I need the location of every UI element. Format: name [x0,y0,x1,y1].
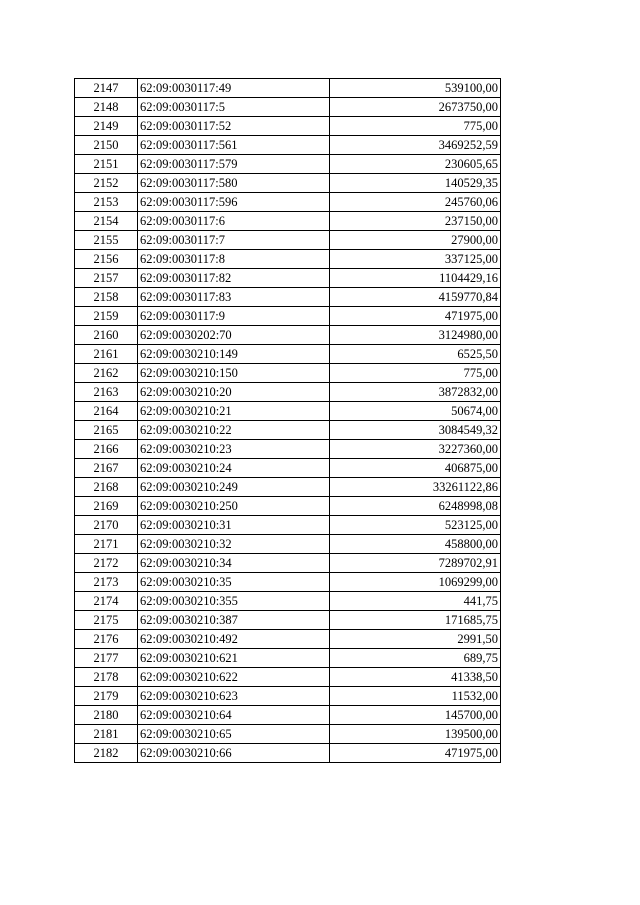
cadastral-number-cell: 62:09:0030210:32 [138,535,330,554]
table-row [75,231,501,250]
table-row [75,478,501,497]
row-number-cell: 2148 [75,98,138,117]
table-row [75,288,501,307]
cadastral-number-cell: 62:09:0030117:8 [138,250,330,269]
row-number-cell: 2160 [75,326,138,345]
row-number-cell: 2149 [75,117,138,136]
cadastral-value-cell: 539100,00 [330,79,501,98]
cadastral-value-cell: 337125,00 [330,250,501,269]
cadastral-value-cell: 775,00 [330,364,501,383]
cadastral-number-cell: 62:09:0030117:6 [138,212,330,231]
cadastral-number-cell: 62:09:0030210:355 [138,592,330,611]
table-row [75,592,501,611]
cadastral-value-cell: 27900,00 [330,231,501,250]
row-number-cell: 2155 [75,231,138,250]
row-number-cell: 2162 [75,364,138,383]
table-row [75,630,501,649]
cadastral-number-cell: 62:09:0030210:20 [138,383,330,402]
table-row [75,611,501,630]
row-number-cell: 2165 [75,421,138,440]
table-row [75,402,501,421]
row-number-cell: 2158 [75,288,138,307]
row-number-cell: 2182 [75,744,138,763]
table-row [75,535,501,554]
row-number-cell: 2159 [75,307,138,326]
table-row [75,212,501,231]
cadastral-value-cell: 11532,00 [330,687,501,706]
row-number-cell: 2151 [75,155,138,174]
cadastral-value-cell: 441,75 [330,592,501,611]
row-number-cell: 2163 [75,383,138,402]
cadastral-number-cell: 62:09:0030210:31 [138,516,330,535]
table-row [75,174,501,193]
table-body [75,79,501,763]
table-row [75,687,501,706]
cadastral-number-cell: 62:09:0030117:7 [138,231,330,250]
row-number-cell: 2147 [75,79,138,98]
cadastral-number-cell: 62:09:0030210:150 [138,364,330,383]
cadastral-value-cell: 2673750,00 [330,98,501,117]
cadastral-number-cell: 62:09:0030117:83 [138,288,330,307]
cadastral-number-cell: 62:09:0030210:623 [138,687,330,706]
cadastral-value-cell: 33261122,86 [330,478,501,497]
cadastral-value-cell: 471975,00 [330,307,501,326]
cadastral-value-cell: 689,75 [330,649,501,668]
table-row [75,326,501,345]
cadastral-number-cell: 62:09:0030210:35 [138,573,330,592]
row-number-cell: 2172 [75,554,138,573]
table-row [75,744,501,763]
cadastral-value-cell: 230605,65 [330,155,501,174]
row-number-cell: 2170 [75,516,138,535]
table-row [75,706,501,725]
row-number-cell: 2167 [75,459,138,478]
row-number-cell: 2156 [75,250,138,269]
row-number-cell: 2154 [75,212,138,231]
row-number-cell: 2150 [75,136,138,155]
cadastral-value-cell: 471975,00 [330,744,501,763]
cadastral-number-cell: 62:09:0030210:64 [138,706,330,725]
cadastral-number-cell: 62:09:0030210:34 [138,554,330,573]
row-number-cell: 2164 [75,402,138,421]
table-row [75,269,501,288]
cadastral-value-cell: 1069299,00 [330,573,501,592]
row-number-cell: 2176 [75,630,138,649]
cadastral-value-cell: 171685,75 [330,611,501,630]
cadastral-value-cell: 458800,00 [330,535,501,554]
row-number-cell: 2174 [75,592,138,611]
cadastral-number-cell: 62:09:0030210:492 [138,630,330,649]
cadastral-number-cell: 62:09:0030117:49 [138,79,330,98]
table-row [75,250,501,269]
cadastral-value-cell: 4159770,84 [330,288,501,307]
cadastral-value-cell: 2991,50 [330,630,501,649]
cadastral-value-table [74,78,501,763]
cadastral-number-cell: 62:09:0030210:387 [138,611,330,630]
row-number-cell: 2178 [75,668,138,687]
table-row [75,136,501,155]
table-row [75,725,501,744]
cadastral-number-cell: 62:09:0030210:21 [138,402,330,421]
table-row [75,421,501,440]
cadastral-number-cell: 62:09:0030210:249 [138,478,330,497]
cadastral-value-cell: 145700,00 [330,706,501,725]
cadastral-number-cell: 62:09:0030117:580 [138,174,330,193]
table-row [75,459,501,478]
table-row [75,497,501,516]
cadastral-value-cell: 523125,00 [330,516,501,535]
cadastral-number-cell: 62:09:0030210:149 [138,345,330,364]
row-number-cell: 2177 [75,649,138,668]
cadastral-number-cell: 62:09:0030117:82 [138,269,330,288]
table-row [75,649,501,668]
row-number-cell: 2181 [75,725,138,744]
cadastral-number-cell: 62:09:0030210:250 [138,497,330,516]
cadastral-number-cell: 62:09:0030210:65 [138,725,330,744]
cadastral-number-cell: 62:09:0030117:5 [138,98,330,117]
row-number-cell: 2169 [75,497,138,516]
table-row [75,155,501,174]
table-row [75,573,501,592]
table-row [75,79,501,98]
table-row [75,364,501,383]
cadastral-number-cell: 62:09:0030117:9 [138,307,330,326]
table-row [75,516,501,535]
cadastral-number-cell: 62:09:0030210:621 [138,649,330,668]
cadastral-number-cell: 62:09:0030210:22 [138,421,330,440]
cadastral-number-cell: 62:09:0030210:23 [138,440,330,459]
cadastral-value-cell: 140529,35 [330,174,501,193]
cadastral-value-cell: 6248998,08 [330,497,501,516]
cadastral-value-cell: 237150,00 [330,212,501,231]
cadastral-number-cell: 62:09:0030210:622 [138,668,330,687]
cadastral-value-cell: 3227360,00 [330,440,501,459]
cadastral-value-cell: 41338,50 [330,668,501,687]
cadastral-value-cell: 7289702,91 [330,554,501,573]
cadastral-number-cell: 62:09:0030117:579 [138,155,330,174]
table-row [75,383,501,402]
table-row [75,193,501,212]
row-number-cell: 2173 [75,573,138,592]
table-row [75,440,501,459]
row-number-cell: 2153 [75,193,138,212]
cadastral-value-cell: 3872832,00 [330,383,501,402]
cadastral-number-cell: 62:09:0030117:561 [138,136,330,155]
row-number-cell: 2171 [75,535,138,554]
table-row [75,98,501,117]
cadastral-value-cell: 775,00 [330,117,501,136]
cadastral-value-cell: 50674,00 [330,402,501,421]
row-number-cell: 2168 [75,478,138,497]
cadastral-value-cell: 1104429,16 [330,269,501,288]
row-number-cell: 2152 [75,174,138,193]
cadastral-number-cell: 62:09:0030117:52 [138,117,330,136]
cadastral-value-cell: 139500,00 [330,725,501,744]
row-number-cell: 2157 [75,269,138,288]
row-number-cell: 2161 [75,345,138,364]
cadastral-value-cell: 406875,00 [330,459,501,478]
cadastral-value-cell: 6525,50 [330,345,501,364]
table-row [75,117,501,136]
cadastral-number-cell: 62:09:0030202:70 [138,326,330,345]
cadastral-value-cell: 3124980,00 [330,326,501,345]
row-number-cell: 2180 [75,706,138,725]
row-number-cell: 2166 [75,440,138,459]
cadastral-value-cell: 3084549,32 [330,421,501,440]
cadastral-number-cell: 62:09:0030210:66 [138,744,330,763]
table-row [75,307,501,326]
cadastral-number-cell: 62:09:0030117:596 [138,193,330,212]
row-number-cell: 2179 [75,687,138,706]
table-row [75,345,501,364]
table-row [75,668,501,687]
cadastral-value-cell: 3469252,59 [330,136,501,155]
row-number-cell: 2175 [75,611,138,630]
cadastral-value-cell: 245760,06 [330,193,501,212]
table-row [75,554,501,573]
cadastral-number-cell: 62:09:0030210:24 [138,459,330,478]
